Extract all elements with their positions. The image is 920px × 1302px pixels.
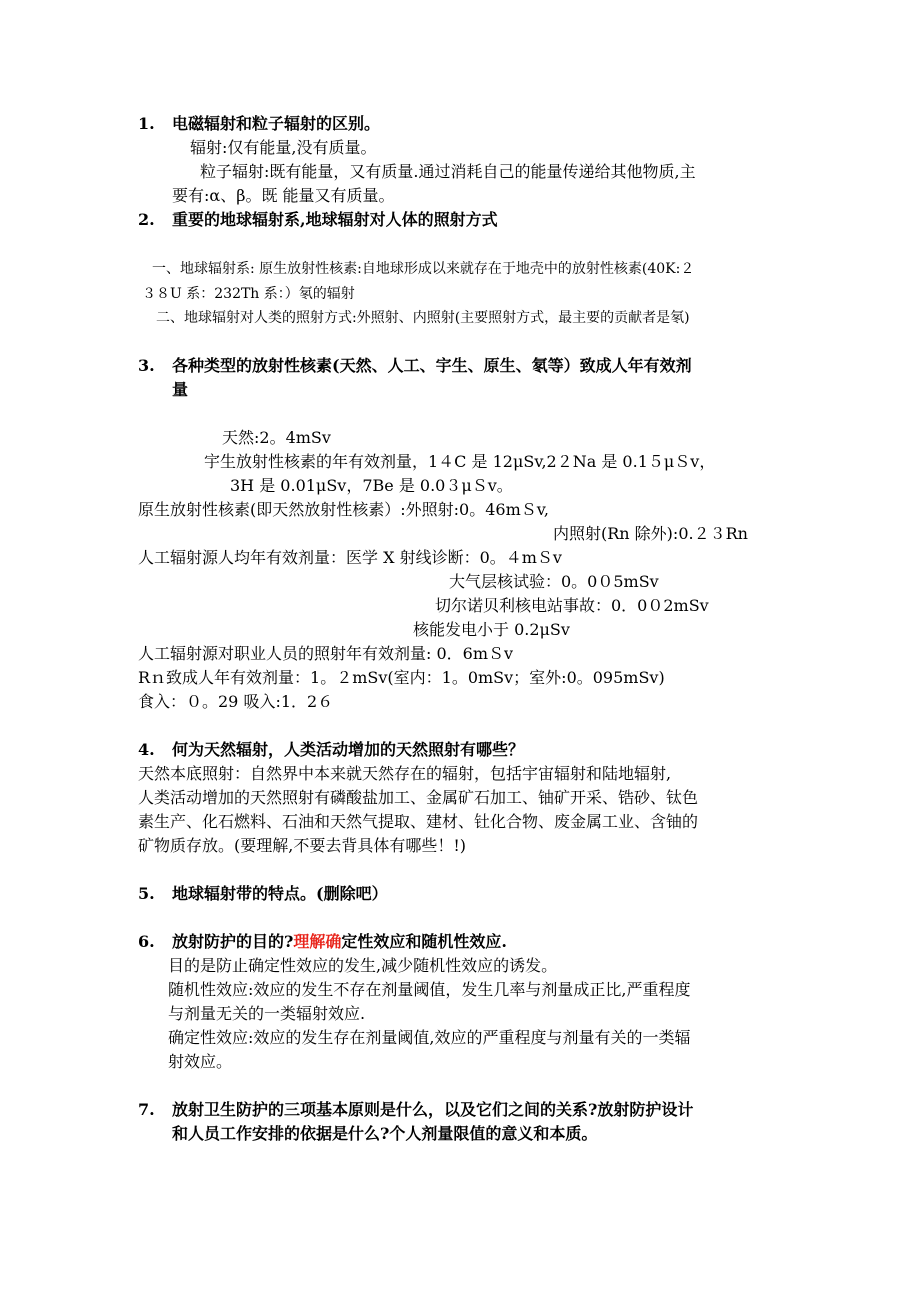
q3-line-6: 人工辐射源人均年有效剂量：医学 X 射线诊断：0。４mＳv: [138, 548, 562, 567]
q7-number: 7.: [138, 1100, 155, 1119]
q2-line-2: ３８U 系：232Th 系：）氡的辐射: [142, 286, 355, 302]
q3-line-11: Rｎ致成人年有效剂量：1。２mSv(室内：1。0mSv；室外:0。095mSv): [138, 668, 665, 687]
q3-heading: [138, 355, 692, 377]
q3-line-3: 3H 是 0.01μSv，7Be 是 0.0３μＳv。: [230, 476, 513, 495]
q3-line-9: 核能发电小于 0.2μSv: [413, 620, 570, 639]
q2-line-1: 一、地球辐射系: 原生放射性核素:自地球形成以来就存在于地壳中的放射性核素(40K:２: [152, 261, 695, 277]
q6-title-highlight: 理解确: [293, 932, 342, 951]
q3-title-line-1: 各种类型的放射性核素(天然、人工、宇生、原生、氡等）致成人年有效剂: [172, 356, 692, 375]
q4-heading: [138, 739, 524, 761]
q7-title-line-2: 和人员工作安排的依据是什么?个人剂量限值的意义和本质。: [172, 1124, 598, 1143]
q3-line-10: 人工辐射源对职业人员的照射年有效剂量: 0．6mＳv: [138, 644, 514, 663]
q1-line-1: 辐射:仅有能量,没有质量。: [190, 138, 377, 157]
q6-line-3: 与剂量无关的一类辐射效应.: [168, 1004, 366, 1023]
q4-line-3: 素生产、化石燃料、石油和天然气提取、建材、钍化合物、废金属工业、含铀的: [138, 812, 699, 831]
q6-line-1: 目的是防止确定性效应的发生,减少随机性效应的诱发。: [168, 956, 558, 975]
q1-line-2: 粒子辐射:既有能量，又有质量.通过消耗自己的能量传递给其他物质,主: [200, 162, 696, 181]
q2-title: 重要的地球辐射系,地球辐射对人体的照射方式: [172, 210, 498, 229]
q2-number: 2.: [138, 210, 155, 229]
q5-number: 5.: [138, 884, 155, 903]
q3-line-1: 天然:2。4mSv: [222, 428, 331, 447]
q3-line-5: 内照射(Rn 除外):0.２３Rn: [553, 524, 748, 543]
q3-line-2: 宇生放射性核素的年有效剂量，1４C 是 12μSv,2２Na 是 0.1５μＳv，: [204, 452, 716, 471]
q4-line-2: 人类活动增加的天然照射有磷酸盐加工、金属矿石加工、铀矿开采、锆砂、钛色: [138, 788, 699, 807]
q6-line-2: 随机性效应:效应的发生不存在剂量阈值，发生几率与剂量成正比,严重程度: [168, 980, 691, 999]
q1-number: 1.: [138, 114, 155, 133]
q2-heading: [138, 209, 498, 231]
q6-number: 6.: [138, 932, 155, 951]
q7-title-line-1: 放射卫生防护的三项基本原则是什么，以及它们之间的关系?放射防护设计: [172, 1100, 694, 1119]
q3-line-7: 大气层核试验：0。0０5mSv: [449, 572, 659, 591]
q3-number: 3.: [138, 356, 155, 375]
q1-line-3: 要有:α、β。既 能量又有质量。: [172, 186, 395, 205]
q4-line-1: 天然本底照射：自然界中本来就天然存在的辐射，包括宇宙辐射和陆地辐射,: [138, 764, 672, 783]
q5-title: 地球辐射带的特点。(删除吧）: [172, 884, 388, 903]
q3-line-4: 原生放射性核素(即天然放射性核素）:外照射:0。46mＳv,: [138, 500, 549, 519]
q4-number: 4.: [138, 740, 155, 759]
q7-heading: [138, 1099, 693, 1121]
q6-line-4: 确定性效应:效应的发生存在剂量阈值,效应的严重程度与剂量有关的一类辐: [168, 1028, 691, 1047]
q4-line-4: 矿物质存放。(要理解,不要去背具体有哪些！!): [138, 836, 467, 855]
q3-line-12: 食入：０。29 吸入:1．2６: [138, 692, 334, 711]
q6-title-part-2: 定性效应和随机性效应.: [341, 932, 507, 951]
q5-heading: [138, 883, 388, 905]
q1-heading: [138, 113, 380, 135]
q1-title: 电磁辐射和粒子辐射的区别。: [172, 114, 381, 133]
q3-title-line-2: 量: [172, 380, 189, 399]
q6-line-5: 射效应。: [168, 1052, 233, 1071]
q3-line-8: 切尔诺贝利核电站事故：0．0０2mSv: [435, 596, 709, 615]
q4-title: 何为天然辐射，人类活动增加的天然照射有哪些？: [172, 740, 525, 759]
q6-title-part-1: 放射防护的目的?: [172, 932, 294, 951]
q6-heading: [138, 931, 507, 953]
q2-line-3: 二、地球辐射对人类的照射方式:外照射、内照射(主要照射方式，最主要的贡献者是氡): [156, 310, 690, 326]
